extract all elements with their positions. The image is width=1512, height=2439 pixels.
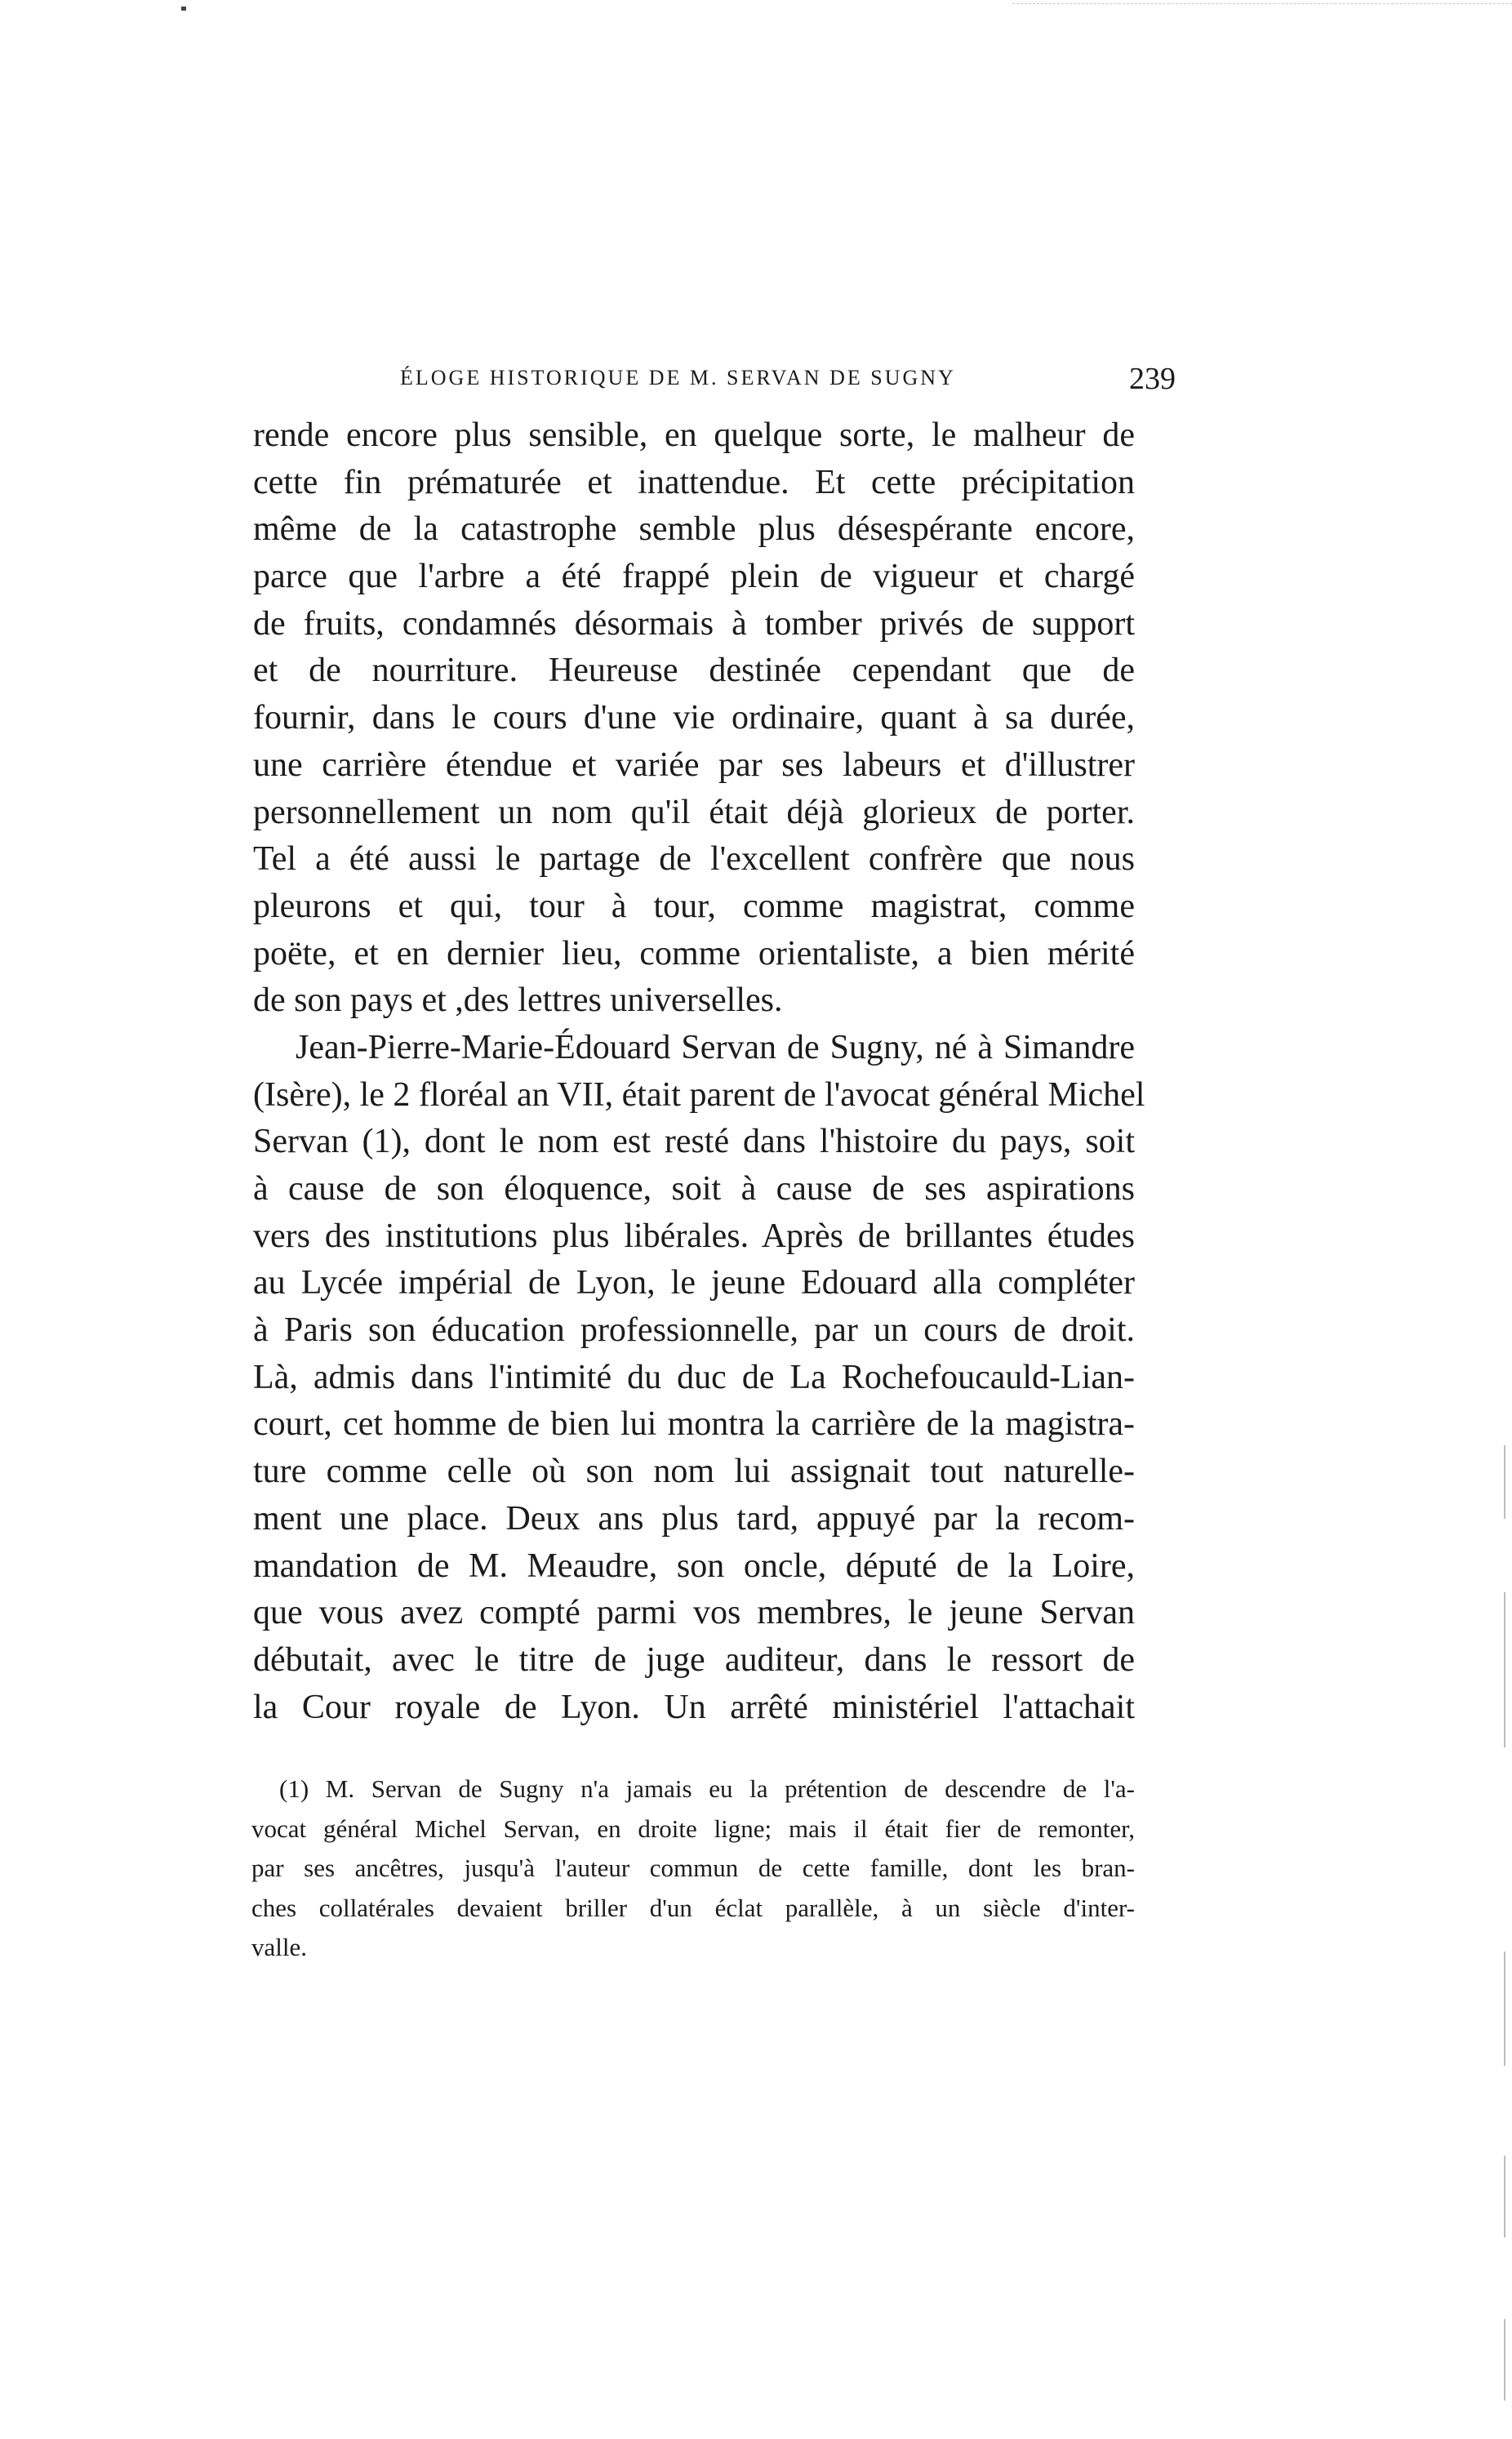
text-line: (Isère), le 2 floréal an VII, était parent de l'avocat général Michel [253,1075,1145,1114]
text-line: et de nourriture. Heureuse destinée cependant que de [253,652,1135,690]
footnote-line: par ses ancêtres, jusqu'à l'auteur commun de cette famille, dont les bran- [251,1854,1135,1882]
text-line: poëte, et en dernier lieu, comme orientaliste, a bien mérité [253,934,1135,972]
running-header [400,361,1176,402]
text-line: Servan (1), dont le nom est resté dans l'histoire du pays, soit [253,1123,1135,1161]
text-line: personnellement un nom qu'il était déjà glorieux de porter. [253,793,1135,831]
text-line: débutait, avec le titre de juge auditeur, dans le ressort de [253,1640,1135,1679]
scan-edge-line [1504,1445,1505,1519]
text-line: Tel a été aussi le partage de l'excellent confrère que nous [253,840,1135,879]
body-text [253,412,1145,1731]
footnote-line: (1) M. Servan de Sugny n'a jamais eu la prétention de descendre de l'a- [279,1774,1135,1803]
footnote-line: vocat général Michel Servan, en droite ligne; mais il était fier de remonter, [251,1814,1135,1843]
text-line: la Cour royale de Lyon. Un arrêté ministériel l'attachait [253,1688,1135,1726]
text-line: même de la catastrophe semble plus désespérante encore, [253,510,1135,549]
text-line: que vous avez compté parmi vos membres, le jeune Servan [253,1594,1135,1632]
footnote-line: valle. [251,1933,307,1961]
text-line: cette fin prématurée et inattendue. Et cette précipitation [253,463,1135,501]
footnote-line: ches collatérales devaient briller d'un éclat parallèle, à un siècle d'inter- [251,1893,1135,1922]
text-line: court, cet homme de bien lui montra la carrière de la magistra- [253,1405,1135,1444]
scan-mark [181,7,186,11]
text-line: ment une place. Deux ans plus tard, appuyé par la recom- [253,1499,1135,1538]
scan-edge-line [1504,1592,1505,1747]
text-line: Jean-Pierre-Marie-Édouard Servan de Sugny, né à Simandre [296,1028,1135,1066]
text-line: de fruits, condamnés désormais à tomber privés de support [253,604,1135,643]
text-line: parce que l'arbre a été frappé plein de vigueur et chargé [253,558,1135,596]
text-line: une carrière étendue et variée par ses labeurs et d'illustrer [253,745,1135,784]
scan-edge-line [1504,2319,1505,2401]
text-line: Là, admis dans l'intimité du duc de La Rochefoucauld-Lian- [253,1358,1135,1396]
scan-edge-rule [1012,3,1512,4]
text-line: à Paris son éducation professionnelle, par un cours de droit. [253,1311,1135,1350]
text-line: rende encore plus sensible, en quelque sorte, le malheur de [253,416,1135,454]
text-line: à cause de son éloquence, soit à cause de ses aspirations [253,1170,1135,1208]
running-header-title: ÉLOGE HISTORIQUE DE M. SERVAN DE SUGNY [400,366,956,389]
scan-edge-line [1504,2156,1505,2237]
footnotes [251,1769,1135,1968]
text-line: pleurons et qui, tour à tour, comme magistrat, comme [253,887,1135,925]
text-line: de son pays et ,des lettres universelles. [253,981,783,1020]
page-number: 239 [1129,362,1176,396]
scan-edge-line [1504,1952,1505,2066]
text-line: vers des institutions plus libérales. Après de brillantes études [253,1217,1135,1255]
text-line: fournir, dans le cours d'une vie ordinaire, quant à sa durée, [253,699,1135,737]
text-line: mandation de M. Meaudre, son oncle, député de la Loire, [253,1547,1135,1585]
text-line: au Lycée impérial de Lyon, le jeune Edouard alla compléter [253,1264,1135,1302]
text-line: ture comme celle où son nom lui assignait tout naturelle- [253,1453,1135,1491]
